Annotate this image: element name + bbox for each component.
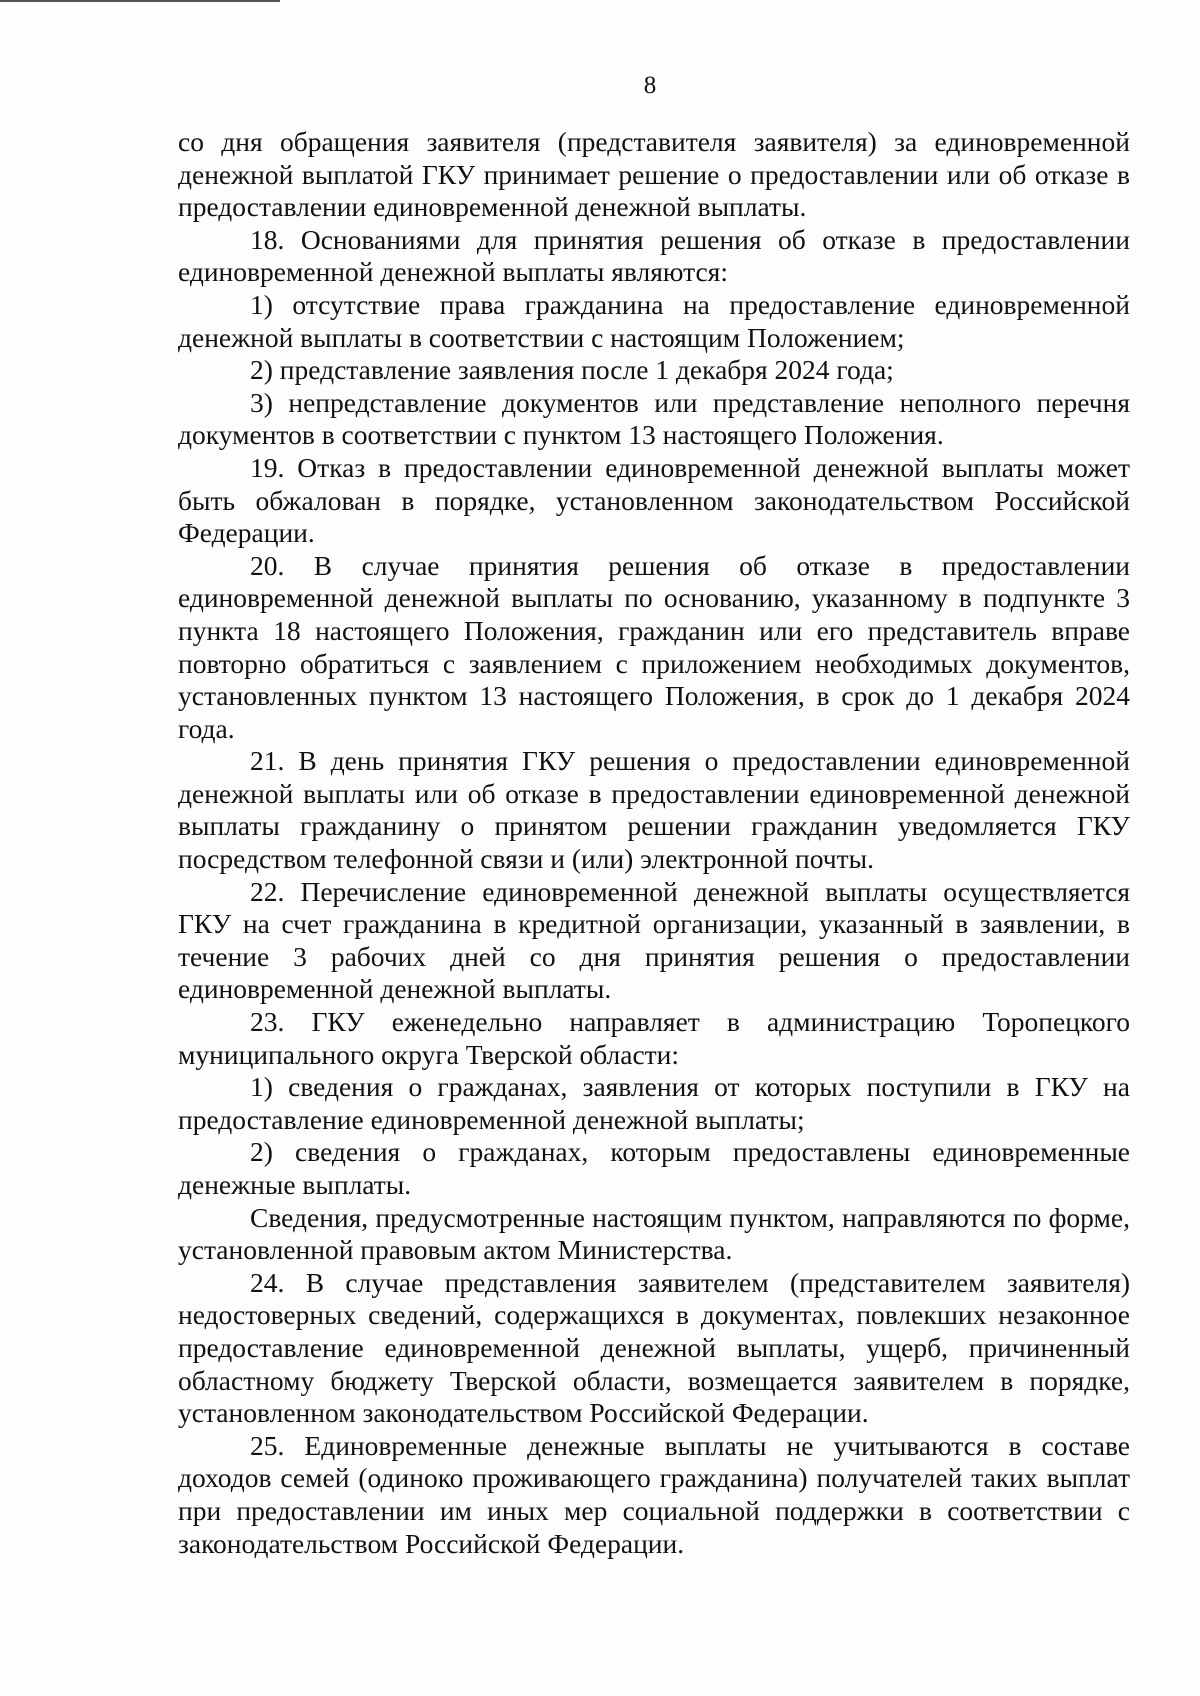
paragraph-20: 20. В случае принятия решения об отказе в предоставлении единовременной денежной выплаты по основанию, указанному в подпункте 3 пункта 18 настоящего Положения, гражданин или его представитель вправе повторно обратиться с заявлением с приложением необходимых документов, установленных пунктом 13 настоящего Положения, в срок до 1 декабря 2024 года. [178,549,1130,744]
document-body [178,126,1130,1560]
paragraph-25: 25. Единовременные денежные выплаты не учитываются в составе доходов семей (одиноко проживающего гражданина) получателей таких выплат при предоставлении им иных мер социальной поддержки в соответствии с законодательством Российской Федерации. [178,1429,1130,1559]
paragraph-24: 24. В случае представления заявителем (представителем заявителя) недостоверных сведений, содержащихся в документах, повлекших незаконное предоставление единовременной денежной выплаты, ущерб, причиненный областному бюджету Тверской области, возмещается заявителем в порядке, установленном законодательством Российской Федерации. [178,1266,1130,1429]
paragraph-23-note: Сведения, предусмотренные настоящим пунктом, направляются по форме, установленной правовым актом Министерства. [178,1201,1130,1266]
paragraph-23-item-2: 2) сведения о гражданах, которым предоставлены единовременные денежные выплаты. [178,1136,1130,1200]
scan-edge-line [0,0,280,2]
paragraph-23: 23. ГКУ еженедельно направляет в администрацию Торопецкого муниципального округа Тверской области: [178,1006,1130,1070]
paragraph-18: 18. Основаниями для принятия решения об отказе в предоставлении единовременной денежной выплаты являются: [178,223,1130,288]
paragraph-18-item-1: 1) отсутствие права гражданина на предоставление единовременной денежной выплаты в соответствии с настоящим Положением; [178,288,1130,353]
paragraph-19: 19. Отказ в предоставлении единовременной денежной выплаты может быть обжалован в порядке, установленном законодательством Российской Федерации. [178,451,1130,549]
paragraph-18-item-2: 2) представление заявления после 1 декабря 2024 года; [250,354,894,386]
page-number: 8 [643,72,657,99]
paragraph-continuation: со дня обращения заявителя (представителя заявителя) за единовременной денежной выплатой ГКУ принимает решение о предоставлении или об отказе в предоставлении единовременной денежной выплаты. [178,126,1130,223]
paragraph-22: 22. Перечисление единовременной денежной выплаты осуществляется ГКУ на счет гражданина в кредитной организации, указанный в заявлении, в течение 3 рабочих дней со дня принятия решения о предоставлении единовременной денежной выплаты. [178,875,1130,1005]
paragraph-23-item-1: 1) сведения о гражданах, заявления от которых поступили в ГКУ на предоставление единовременной денежной выплаты; [178,1071,1130,1135]
paragraph-18-item-3: 3) непредставление документов или представление неполного перечня документов в соответствии с пунктом 13 настоящего Положения. [178,386,1130,451]
paragraph-21: 21. В день принятия ГКУ решения о предоставлении единовременной денежной выплаты или об отказе в предоставлении единовременной денежной выплаты гражданину о принятом решении гражданин уведомляется ГКУ посредством телефонной связи и (или) электронной почты. [178,745,1130,875]
